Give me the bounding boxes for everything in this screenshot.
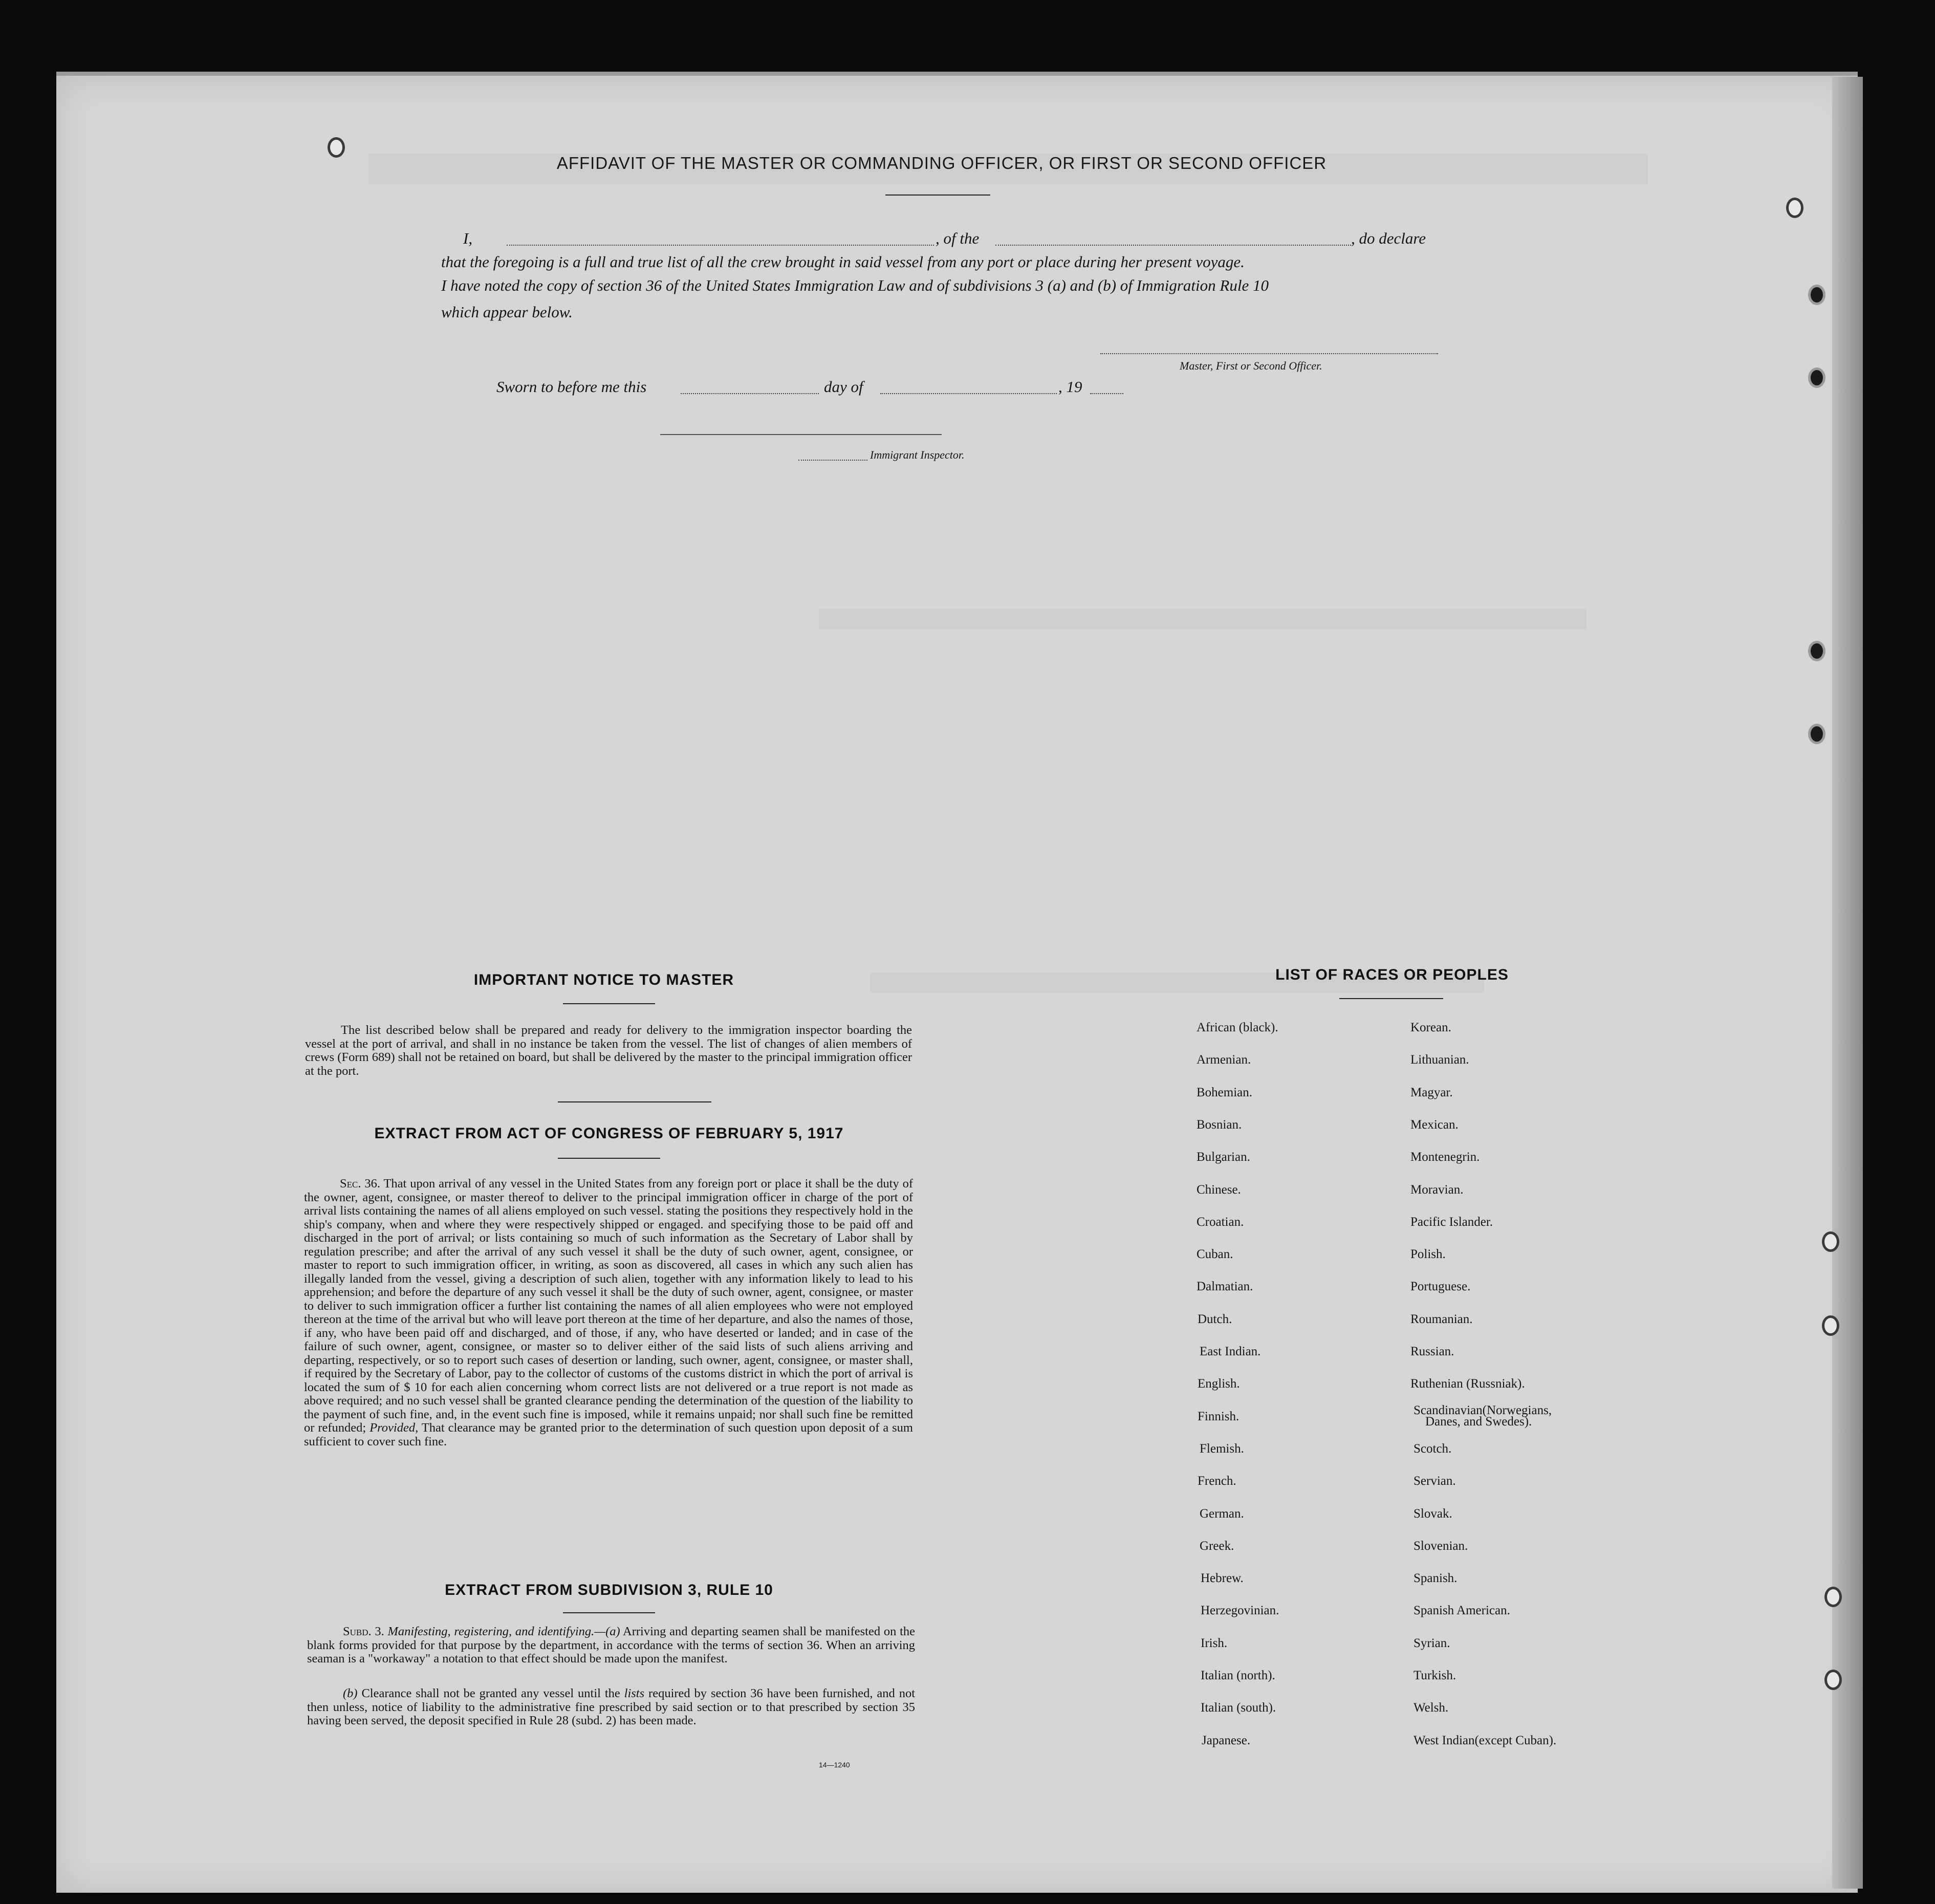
- rule-title-rule: [563, 1612, 655, 1613]
- binder-hole: [1824, 1587, 1842, 1607]
- race-item: Mexican.: [1410, 1118, 1459, 1132]
- race-item: Russian.: [1410, 1345, 1454, 1358]
- notice-body: The list described below shall be prepared and ready for delivery to the immigration inspector boarding the vessel at the port of arrival, and shall in no instance be taken from the vessel. The list of changes of alien members of crews (Form 689) shall not be retained on board, but shall be delivered by the master to the principal immigration officer at the port.: [305, 1023, 912, 1078]
- race-item: Slovak.: [1414, 1507, 1452, 1521]
- affidavit-line-3: I have noted the copy of section 36 of the United States Immigration Law and of subdivisions 3 (a) and (b) of Immigration Rule 10: [441, 276, 1269, 294]
- subd-label: Subd. 3.: [343, 1625, 384, 1638]
- race-item: Scandinavian(Norwegians,: [1414, 1403, 1552, 1417]
- race-item: Portuguese.: [1410, 1280, 1471, 1293]
- race-item: Bohemian.: [1197, 1086, 1253, 1099]
- race-item: German.: [1200, 1507, 1244, 1521]
- rule-title: EXTRACT FROM SUBDIVISION 3, RULE 10: [445, 1582, 773, 1598]
- sworn-year-blank[interactable]: [1090, 393, 1123, 394]
- b-label: (b): [343, 1686, 358, 1700]
- notice-divider: [558, 1101, 711, 1102]
- race-item: West Indian(except Cuban).: [1414, 1734, 1557, 1747]
- inspector-signature-line[interactable]: [660, 434, 942, 435]
- race-item: Chinese.: [1197, 1183, 1241, 1197]
- sworn-month-blank[interactable]: [880, 393, 1057, 394]
- act-title-rule: [558, 1158, 660, 1159]
- race-item: Korean.: [1410, 1021, 1451, 1034]
- subd-heading: Manifesting, registering, and identifying.—(a): [387, 1625, 620, 1638]
- race-item: Montenegrin.: [1410, 1150, 1480, 1164]
- race-item: Magyar.: [1410, 1086, 1453, 1099]
- sworn-day-blank[interactable]: [681, 393, 819, 394]
- race-item: English.: [1198, 1377, 1240, 1391]
- race-item: Irish.: [1201, 1636, 1228, 1650]
- race-item: Armenian.: [1197, 1053, 1251, 1067]
- act-title: EXTRACT FROM ACT OF CONGRESS OF FEBRUARY 5, 1917: [374, 1125, 844, 1142]
- race-item: Croatian.: [1197, 1215, 1244, 1229]
- inspector-label: Immigrant Inspector.: [870, 448, 965, 461]
- race-item: Lithuanian.: [1410, 1053, 1469, 1067]
- do-declare-label: , do declare: [1351, 229, 1426, 247]
- race-item: Dalmatian.: [1197, 1280, 1253, 1293]
- race-item: Hebrew.: [1201, 1571, 1244, 1585]
- race-item: Herzegovinian.: [1201, 1604, 1279, 1617]
- binder-hole: [1822, 1231, 1839, 1252]
- subd-a-body: Arriving and departing seamen shall be manifested on the blank forms provided for that purpose by the department, in accordance with the terms of section 36. When an arriving seaman is a "workaway" a notation to that effect should be made upon the manifest.: [307, 1625, 915, 1665]
- binder-hole: [1808, 724, 1825, 744]
- day-of-label: day of: [824, 378, 863, 396]
- notice-title-rule: [563, 1003, 655, 1004]
- race-item: Syrian.: [1414, 1636, 1450, 1650]
- officer-signature-label: Master, First or Second Officer.: [1180, 359, 1322, 372]
- races-title-rule: [1339, 998, 1443, 999]
- sworn-label: Sworn to before me this: [496, 378, 647, 396]
- affidavit-i-label: I,: [463, 229, 473, 247]
- sec-body-end: That clearance may be granted prior to the determination of such question upon deposit of a sum sufficient to cover such fine.: [304, 1421, 913, 1448]
- race-item: Bosnian.: [1197, 1118, 1242, 1132]
- affidavit-line-2: that the foregoing is a full and true list of all the crew brought in said vessel from any port or place during her present voyage.: [441, 253, 1245, 271]
- race-item-scandinavian-cont: Danes, and Swedes).: [1425, 1415, 1532, 1429]
- race-item: Roumanian.: [1410, 1312, 1473, 1326]
- race-item: Ruthenian (Russniak).: [1410, 1377, 1525, 1391]
- binder-hole: [1824, 1670, 1842, 1690]
- affidavit-title: AFFIDAVIT OF THE MASTER OR COMMANDING OFFICER, OR FIRST OR SECOND OFFICER: [556, 154, 1327, 172]
- inspector-dots: [798, 460, 867, 461]
- title-rule: [885, 194, 990, 196]
- rule-body-a: [307, 1625, 915, 1666]
- race-item: Japanese.: [1202, 1734, 1251, 1747]
- binder-hole: [1808, 367, 1825, 388]
- race-item: Italian (south).: [1201, 1701, 1276, 1715]
- affidavit-line-4: which appear below.: [441, 303, 573, 321]
- race-item: Spanish American.: [1414, 1604, 1510, 1617]
- binder-hole: [1786, 198, 1803, 218]
- year-label: , 19: [1058, 378, 1082, 396]
- race-item: Bulgarian.: [1197, 1150, 1250, 1164]
- race-item: Scotch.: [1414, 1442, 1452, 1456]
- binder-hole: [1808, 285, 1825, 305]
- race-item: African (black).: [1197, 1021, 1278, 1034]
- race-item: French.: [1198, 1474, 1236, 1488]
- form-number: 14—1240: [819, 1761, 850, 1769]
- binder-hole-top-left: [328, 137, 345, 158]
- page-right-edge: [1832, 77, 1863, 1889]
- race-item: Polish.: [1410, 1247, 1446, 1261]
- bleed-through-text: [368, 154, 1648, 184]
- of-the-label: , of the: [936, 229, 980, 247]
- race-item: Welsh.: [1414, 1701, 1449, 1715]
- rule-body-b: [307, 1687, 915, 1728]
- name-blank[interactable]: [507, 245, 934, 246]
- races-title: LIST OF RACES OR PEOPLES: [1275, 966, 1509, 983]
- race-item: Italian (north).: [1201, 1669, 1275, 1682]
- binder-hole: [1822, 1315, 1839, 1336]
- race-item: Cuban.: [1197, 1247, 1233, 1261]
- race-item: Flemish.: [1200, 1442, 1244, 1456]
- officer-signature-blank[interactable]: [1100, 353, 1438, 354]
- race-item: Finnish.: [1198, 1410, 1240, 1423]
- b-lists: lists: [624, 1686, 645, 1700]
- b-body-2: required by section 36 have been furnished, and not then unless, notice of liability to the administrative fine prescribed by said section or to that prescribed by section 35 having been served, the deposit specified in Rule 28 (subd. 2) has been made.: [307, 1686, 916, 1727]
- bleed-through-text: [819, 609, 1586, 630]
- vessel-blank[interactable]: [995, 245, 1351, 246]
- sec-body: That upon arrival of any vessel in the United States from any foreign port or place it shall be the duty of the owner, agent, consignee, or master thereof to deliver to the principal immigration officer in charge of the port of arrival lists containing the names of all aliens employed on such vessel. stating the positions they respectively hold in the ship's company, when and where they were respectively shipped or engaged. and specifying those to be paid off and discharged in the port of arrival; or lists containing so much of such information as the Secretary of Labor shall by regulation prescribe; and after the arrival of any such vessel it shall be the duty of such owner, agent, consignee, or master to report to such immigration officer, in writing, as soon as discovered, all cases in which any such alien has illegally landed from the vessel, giving a description of such alien, together with any information likely to lead to his apprehension; and before the departure of any such vessel it shall be the duty of such owner, agent, consignee, or master to deliver to such immigration officer a further list containing the names of all alien employees who were not employed thereon at the time of the arrival but who will leave port thereon at the time of her departure, and also the names of those, if any, who have been paid off and discharged, and of those, if any, who have deserted or landed; and in case of the failure of such owner, agent, consignee, or master so to deliver either of the said lists of such aliens arriving and departing, respectively, or so to report such cases of desertion or landing, such owner, agent, consignee, or master shall, if required by the Secretary of Labor, pay to the collector of customs of the customs district in which the port of arrival is located the sum of $ 10 for each alien concerning whom correct lists are not delivered or a true report is not made as above required; and no such vessel shall be granted clearance pending the determination of the question of the liability to the payment of such fine, and, in the event such fine is imposed, while it remains unpaid; nor shall such fine be remitted or refunded;: [304, 1177, 913, 1435]
- race-item: Dutch.: [1198, 1312, 1232, 1326]
- race-item: Pacific Islander.: [1410, 1215, 1493, 1229]
- race-item: Greek.: [1200, 1539, 1234, 1553]
- race-item: East Indian.: [1200, 1345, 1261, 1358]
- binder-hole: [1808, 641, 1825, 661]
- race-item: Moravian.: [1410, 1183, 1464, 1197]
- provided-label: Provided,: [369, 1421, 419, 1435]
- race-item: Slovenian.: [1414, 1539, 1468, 1553]
- race-item: Turkish.: [1414, 1669, 1456, 1682]
- race-item: Spanish.: [1414, 1571, 1458, 1585]
- act-body: [304, 1177, 913, 1448]
- race-item: Servian.: [1414, 1474, 1456, 1488]
- notice-title: IMPORTANT NOTICE TO MASTER: [473, 971, 734, 988]
- sec-label: Sec. 36.: [340, 1177, 380, 1191]
- b-body-1: Clearance shall not be granted any vessel until the: [361, 1686, 620, 1700]
